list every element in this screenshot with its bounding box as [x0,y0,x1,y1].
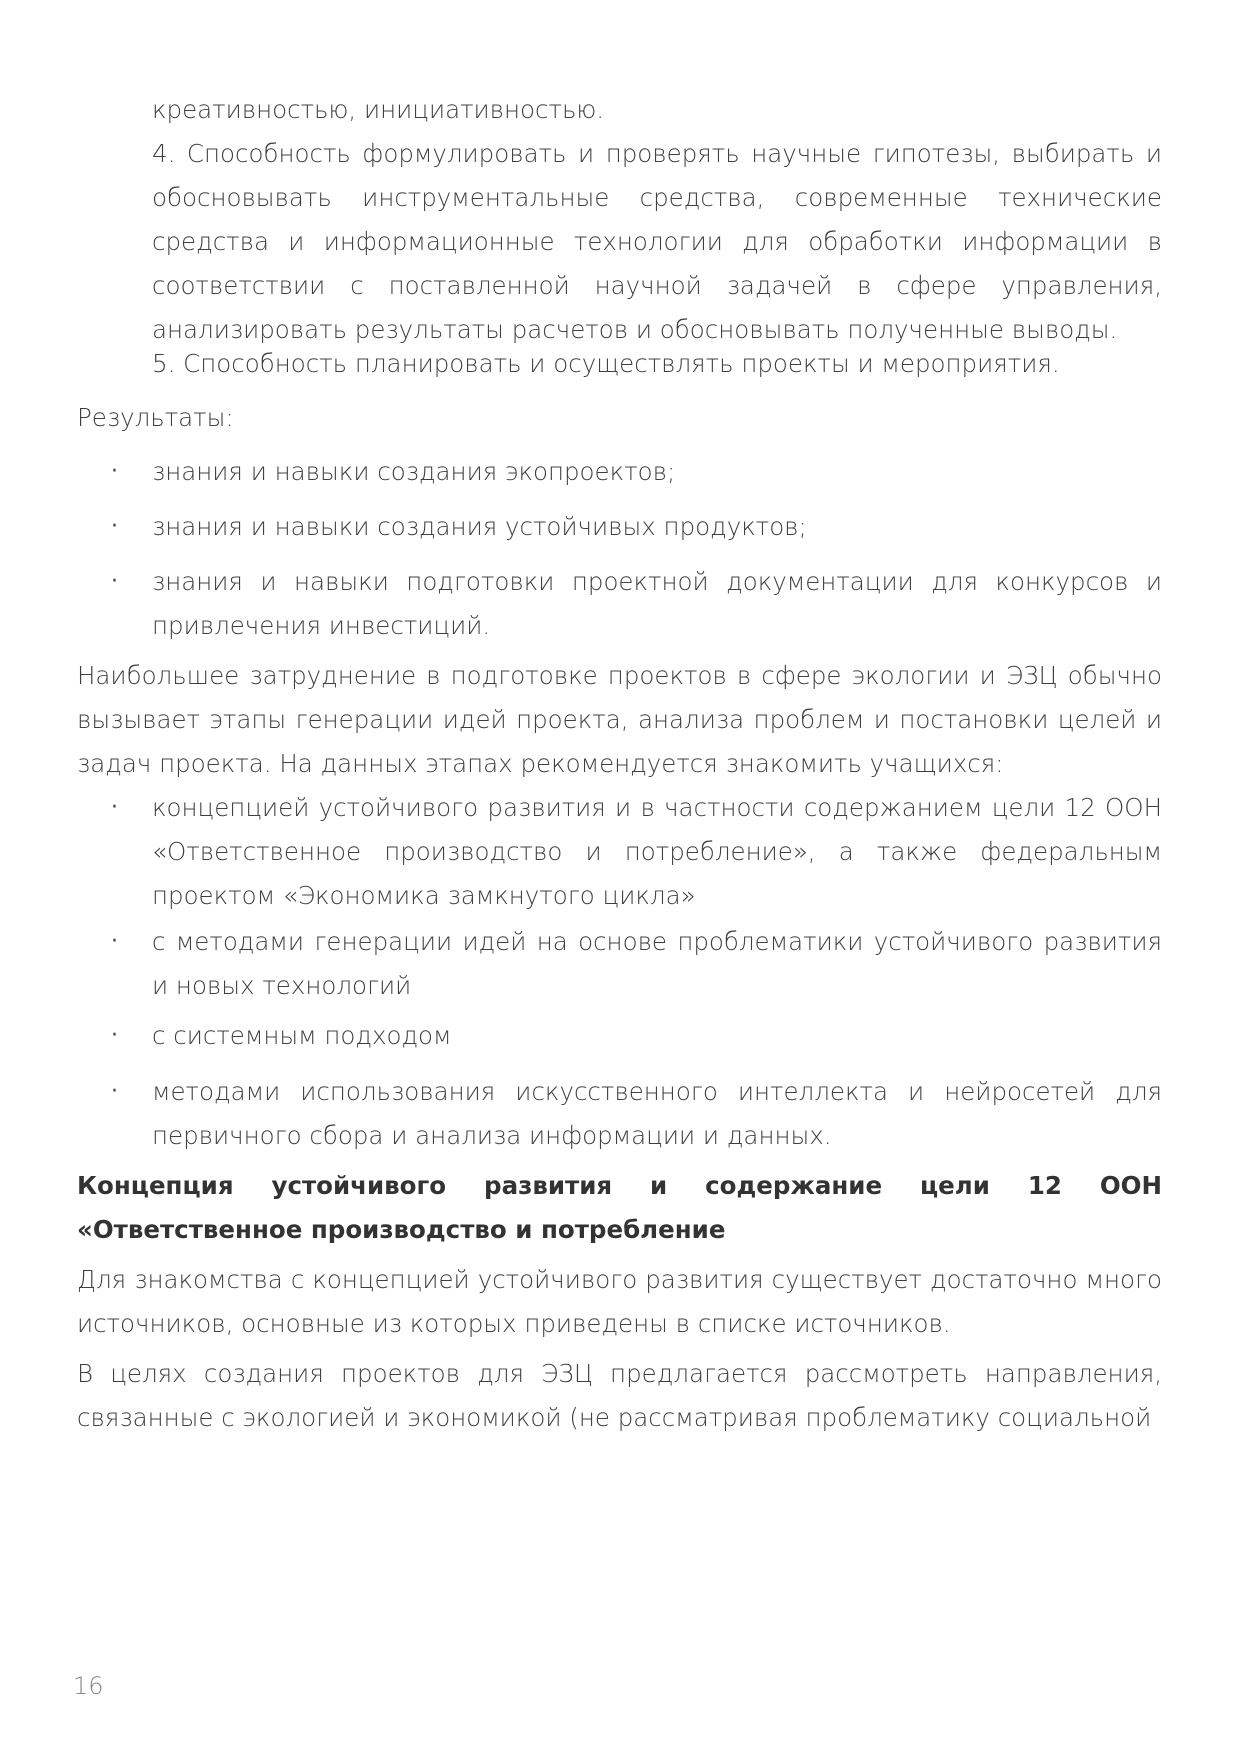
results-list-item: знания и навыки подготовки проектной документации для конкурсов и привлечения инвестиций. [152,567,1162,640]
results-list-item: знания и навыки создания устойчивых продуктов; [152,512,807,541]
bullet-marker: · [111,795,118,820]
paragraph-continuation: креативностью, инициативностью. [152,95,605,124]
results-label: Результаты: [77,403,234,432]
bullet-marker: · [111,1079,118,1104]
paragraph-difficulty: Наибольшее затруднение в подготовке проектов в сфере экологии и ЭЗЦ обычно вызывает этапы генерации идей проекта, анализа проблем и постановки целей и задач проекта. На данных этапах рекомендуется знакомить учащихся: [77,661,1162,778]
bullet-marker: · [111,1023,118,1048]
bullet-marker: · [111,929,118,954]
section-heading: Концепция устойчивого развития и содержание цели 12 ООН «Ответственное производство и потребление [77,1171,1162,1244]
methods-list-item: с системным подходом [152,1021,452,1050]
bullet-marker: · [111,459,118,484]
results-list-item: знания и навыки создания экопроектов; [152,457,676,486]
methods-list-item: концепцией устойчивого развития и в частности содержанием цели 12 ООН «Ответственное производство и потребление», а также федеральным проектом «Экономика замкнутого цикла» [152,793,1162,910]
paragraph-directions: В целях создания проектов для ЭЗЦ предлагается рассмотреть направления, связанные с экологией и экономикой (не рассматривая проблематику социальной [77,1359,1162,1432]
paragraph-sources: Для знакомства с концепцией устойчивого развития существует достаточно много источников, основные из которых приведены в списке источников. [77,1265,1162,1338]
bullet-marker: · [111,569,118,594]
bullet-marker: · [111,514,118,539]
competency-5: 5. Способность планировать и осуществлять проекты и мероприятия. [152,349,1060,378]
methods-list-item: методами использования искусственного интеллекта и нейросетей для первичного сбора и анализа информации и данных. [152,1077,1162,1150]
page-number: 16 [73,1672,104,1700]
methods-list-item: с методами генерации идей на основе проблематики устойчивого развития и новых технологий [152,927,1162,1000]
competency-4: 4. Способность формулировать и проверять научные гипотезы, выбирать и обосновывать инструментальные средства, современные технические средства и информационные технологии для обработки информации в соответствии с поставленной научной задачей в сфере управления, анализировать результаты расчетов и обосновывать полученные выводы. [152,139,1162,344]
